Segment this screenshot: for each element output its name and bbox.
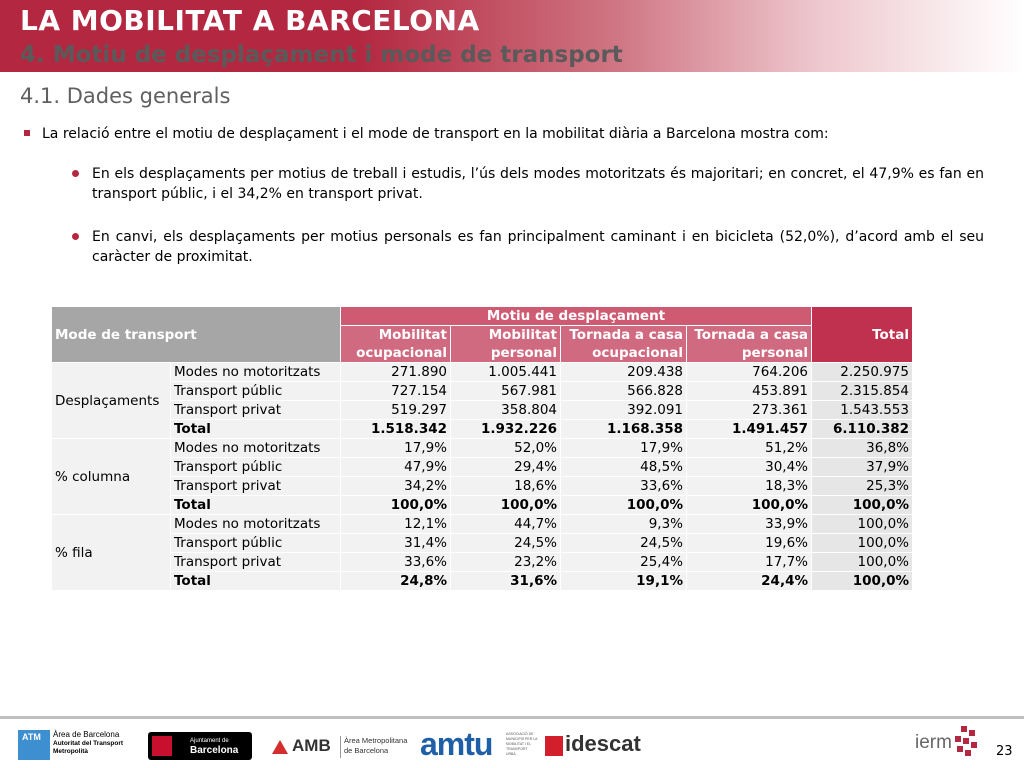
- row-group-label: Desplaçaments: [52, 363, 171, 439]
- value-cell: 47,9%: [341, 458, 451, 477]
- table-row: [52, 572, 913, 591]
- value-cell: 31,4%: [341, 534, 451, 553]
- value-cell: 24,5%: [561, 534, 687, 553]
- value-cell: 44,7%: [451, 515, 561, 534]
- mode-label: Transport públic: [171, 382, 341, 401]
- table-row: [52, 363, 913, 382]
- row-total-cell: 36,8%: [812, 439, 913, 458]
- row-total-cell: 100,0%: [812, 496, 913, 515]
- mode-label: Modes no motoritzats: [171, 439, 341, 458]
- total-header: Total: [812, 307, 913, 363]
- round-bullet-icon: [72, 170, 79, 177]
- sub-bullet-1-text: En els desplaçaments per motius de treball i estudis, l’ús dels modes motoritzats és majoritari; en concret, el 47,9% es fan en transport públic, i el 34,2% en transport privat.: [92, 166, 984, 202]
- row-group-label: % columna: [52, 439, 171, 515]
- value-cell: 19,6%: [687, 534, 812, 553]
- value-cell: 358.804: [451, 401, 561, 420]
- mode-label: Total: [171, 420, 341, 439]
- footer-divider: [0, 716, 1024, 719]
- value-cell: 17,9%: [341, 439, 451, 458]
- value-cell: 24,4%: [687, 572, 812, 591]
- value-cell: 23,2%: [451, 553, 561, 572]
- table-row: [52, 401, 913, 420]
- page-title: LA MOBILITAT A BARCELONA: [20, 4, 480, 37]
- value-cell: 100,0%: [561, 496, 687, 515]
- value-cell: 566.828: [561, 382, 687, 401]
- row-total-cell: 6.110.382: [812, 420, 913, 439]
- value-cell: 273.361: [687, 401, 812, 420]
- table-row: [52, 439, 913, 458]
- row-total-cell: 100,0%: [812, 515, 913, 534]
- iermb-logo: ierm: [915, 726, 985, 762]
- value-cell: 764.206: [687, 363, 812, 382]
- column-header: Tornada a casa ocupacional: [561, 326, 687, 363]
- iermb-grid-icon: [953, 726, 979, 760]
- value-cell: 24,8%: [341, 572, 451, 591]
- mode-label: Total: [171, 496, 341, 515]
- value-cell: 30,4%: [687, 458, 812, 477]
- idescat-logo: idescat: [545, 726, 650, 762]
- amtu-logo: amtu ASSOCIACIÓ DE MUNICIPIS PER LA MOBILITAT I EL TRANSPORT URBÀ: [420, 726, 538, 762]
- value-cell: 25,4%: [561, 553, 687, 572]
- value-cell: 24,5%: [451, 534, 561, 553]
- table-row: [52, 458, 913, 477]
- transport-table: [51, 306, 913, 591]
- group-header: Motiu de desplaçament: [341, 307, 812, 326]
- mode-label: Transport públic: [171, 534, 341, 553]
- mode-label: Transport privat: [171, 553, 341, 572]
- value-cell: 17,9%: [561, 439, 687, 458]
- value-cell: 17,7%: [687, 553, 812, 572]
- round-bullet-icon: [72, 233, 79, 240]
- mode-label: Transport privat: [171, 477, 341, 496]
- value-cell: 519.297: [341, 401, 451, 420]
- column-header: Mobilitat ocupacional: [341, 326, 451, 363]
- value-cell: 1.491.457: [687, 420, 812, 439]
- value-cell: 29,4%: [451, 458, 561, 477]
- value-cell: 727.154: [341, 382, 451, 401]
- value-cell: 1.932.226: [451, 420, 561, 439]
- value-cell: 9,3%: [561, 515, 687, 534]
- sub-bullet-2: [78, 227, 984, 267]
- row-total-cell: 37,9%: [812, 458, 913, 477]
- square-bullet-icon: [24, 130, 30, 136]
- table-row: [52, 534, 913, 553]
- value-cell: 19,1%: [561, 572, 687, 591]
- value-cell: 1.168.358: [561, 420, 687, 439]
- value-cell: 12,1%: [341, 515, 451, 534]
- row-group-label: % fila: [52, 515, 171, 591]
- value-cell: 209.438: [561, 363, 687, 382]
- page-number: 23: [996, 744, 1013, 759]
- value-cell: 48,5%: [561, 458, 687, 477]
- table-row: [52, 477, 913, 496]
- value-cell: 33,6%: [341, 553, 451, 572]
- sub-bullet-1: [78, 164, 984, 204]
- section-heading: 4.1. Dades generals: [20, 84, 231, 108]
- value-cell: 1.005.441: [451, 363, 561, 382]
- value-cell: 1.518.342: [341, 420, 451, 439]
- amb-logo: AMB Àrea Metropolitana de Barcelona: [272, 726, 402, 762]
- mode-label: Modes no motoritzats: [171, 363, 341, 382]
- row-total-cell: 2.250.975: [812, 363, 913, 382]
- corner-header: Mode de transport: [52, 307, 341, 363]
- value-cell: 453.891: [687, 382, 812, 401]
- main-bullet-text: La relació entre el motiu de desplaçament i el mode de transport en la mobilitat diària a Barcelona mostra com:: [42, 126, 829, 142]
- value-cell: 567.981: [451, 382, 561, 401]
- value-cell: 51,2%: [687, 439, 812, 458]
- mode-label: Modes no motoritzats: [171, 515, 341, 534]
- table-row: [52, 420, 913, 439]
- value-cell: 33,9%: [687, 515, 812, 534]
- value-cell: 18,6%: [451, 477, 561, 496]
- value-cell: 18,3%: [687, 477, 812, 496]
- value-cell: 34,2%: [341, 477, 451, 496]
- value-cell: 392.091: [561, 401, 687, 420]
- row-total-cell: 2.315.854: [812, 382, 913, 401]
- value-cell: 31,6%: [451, 572, 561, 591]
- value-cell: 100,0%: [341, 496, 451, 515]
- table-row: [52, 496, 913, 515]
- value-cell: 100,0%: [687, 496, 812, 515]
- ajuntament-logo: Ajuntament de Barcelona: [148, 726, 253, 762]
- value-cell: 100,0%: [451, 496, 561, 515]
- mode-label: Transport privat: [171, 401, 341, 420]
- column-header: Tornada a casa personal: [687, 326, 812, 363]
- page-subtitle: 4. Motiu de desplaçament i mode de transport: [20, 42, 623, 68]
- table-row: [52, 515, 913, 534]
- value-cell: 33,6%: [561, 477, 687, 496]
- row-total-cell: 100,0%: [812, 572, 913, 591]
- mode-label: Total: [171, 572, 341, 591]
- row-total-cell: 100,0%: [812, 534, 913, 553]
- column-header: Mobilitat personal: [451, 326, 561, 363]
- table-row: [52, 553, 913, 572]
- value-cell: 271.890: [341, 363, 451, 382]
- value-cell: 52,0%: [451, 439, 561, 458]
- row-total-cell: 1.543.553: [812, 401, 913, 420]
- mode-label: Transport públic: [171, 458, 341, 477]
- sub-bullet-2-text: En canvi, els desplaçaments per motius personals es fan principalment caminant i en bicicleta (52,0%), d’acord amb el seu caràcter de proximitat.: [92, 229, 984, 265]
- atm-logo: ATM Àrea de Barcelona Autoritat del Transport Metropolità: [18, 726, 133, 762]
- title-banner: [0, 0, 1024, 72]
- row-total-cell: 25,3%: [812, 477, 913, 496]
- row-total-cell: 100,0%: [812, 553, 913, 572]
- table-row: [52, 382, 913, 401]
